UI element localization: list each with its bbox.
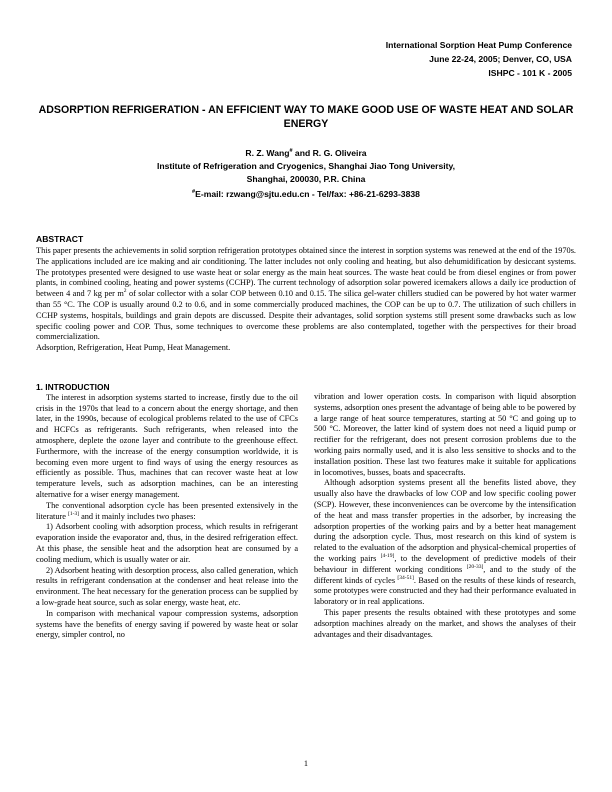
author-names bbox=[36, 147, 576, 160]
conference-date-location: June 22-24, 2005; Denver, CO, USA bbox=[429, 54, 572, 64]
corresponding-mark: # bbox=[289, 148, 293, 155]
intro-paragraph-7-text-d: . Based on the results of these kinds of research, some prototypes were constructed and they had their performance evaluated in laboratory or in real applications. bbox=[314, 575, 576, 607]
left-column bbox=[36, 382, 298, 641]
intro-paragraph-4 bbox=[36, 566, 298, 609]
intro-paragraph-2 bbox=[36, 501, 298, 523]
conference-paper-id: ISHPC - 101 K - 2005 bbox=[488, 68, 572, 78]
section-heading-introduction: 1. INTRODUCTION bbox=[36, 382, 110, 392]
abstract-text-part-1: This paper presents the achievements in solid sorption refrigeration prototypes obtained since the interest in sorption systems was renewed at the end of the 1970s. The applications included are ice making and air conditioning. The latter includes not only cooling and heating, but also dehumidification by desiccant systems. The prototypes presented were designed to use waste heat or solar energy as the main heat sources. The waste heat could be from diesel engines or from power plants, in combined cooling, heating and power systems (CCHP). The current technology of adsorption solar powered icemakers allows a daily ice production of between 4 and 7 kg per m bbox=[36, 246, 576, 299]
intro-paragraph-7 bbox=[314, 478, 576, 608]
citation-ref: [20-33] bbox=[466, 563, 484, 570]
intro-paragraph-7-text-c: , and to the study of the different kinds of cycles bbox=[314, 564, 576, 585]
abstract-body bbox=[36, 246, 576, 354]
author-block bbox=[36, 147, 576, 201]
conference-name: International Sorption Heat Pump Conference bbox=[385, 40, 572, 50]
citation-ref: [1-3] bbox=[68, 510, 80, 517]
abstract-superscript: 2 bbox=[123, 288, 127, 295]
intro-paragraph-7-text-b: , to the development of predictive models of their behaviour in different working conditions bbox=[314, 553, 576, 574]
intro-paragraph-2-tail: and it mainly includes two phases: bbox=[79, 511, 196, 521]
right-column bbox=[314, 392, 576, 640]
intro-paragraph-5: In comparison with mechanical vapour compression systems, adsorption systems have the benefits of energy saving if powered by waste heat or solar energy, simpler control, no bbox=[36, 608, 298, 640]
contact-email: E-mail: rzwang@sjtu.edu.cn - Tel/fax: +86-21-6293-3838 bbox=[195, 189, 420, 199]
author-1: R. Z. Wang bbox=[245, 148, 290, 158]
intro-paragraph-7-text-a: Although adsorption systems present all the benefits listed above, they usually also have the drawbacks of low COP and low specific cooling power (SCP). However, these inconveniences can be overcome by the intensification of the heat and mass transfer properties in the adsorber, by increasing the adsorption properties of the working pairs and by a better heat management during the adsorption cycle. Thus, most research on this kind of system is related to the evaluation of the adsorption and physical-chemical properties of the working pairs bbox=[314, 478, 576, 563]
abstract-heading: ABSTRACT bbox=[36, 234, 84, 244]
intro-etc: etc bbox=[228, 597, 239, 607]
affiliation-line-2: Shanghai, 200030, P.R. China bbox=[246, 174, 366, 184]
conference-header bbox=[252, 38, 572, 80]
abstract-keywords: Adsorption, Refrigeration, Heat Pump, Heat Management. bbox=[36, 343, 231, 353]
intro-paragraph-4-tail: . bbox=[238, 597, 241, 607]
intro-paragraph-3: 1) Adsorbent cooling with adsorption process, which results in refrigerant evaporation inside the evaporator and, thus, in the desired refrigeration effect. At this phase, the sensible heat and the adsorption heat are consumed by a cooling medium, which is usually water or air. bbox=[36, 522, 298, 564]
intro-paragraph-1: The interest in adsorption systems started to increase, firstly due to the oil crisis in the 1970s that lead to a concern about the energy shortage, and then later, in the 1990s, because of ecological problems related to the use of CFCs and HCFCs as refrigerants. Such refrigerants, when released into the atmosphere, deplete the ozone layer and contribute to the greenhouse effect. Furthermore, with the increase of the energy consumption worldwide, it is becoming even more urgent to find ways of using the energy resources as efficiently as possible. Thus, machines that can recover waste heat at low temperature levels, such as adsorption machines, can be an interesting alternative for a wiser energy management. bbox=[36, 392, 298, 499]
author-2: and R. G. Oliveira bbox=[292, 148, 367, 158]
abstract-text bbox=[36, 246, 576, 343]
citation-ref: [34-51] bbox=[397, 574, 414, 581]
intro-paragraph-4-text: 2) Adsorbent heating with desorption process, also called generation, which results in refrigerant condensation at the condenser and heat release into the environment. The heat necessary for the generation process can be supplied by a low-grade heat source, such as solar energy, waste heat, bbox=[36, 565, 298, 607]
page-number: 1 bbox=[303, 759, 309, 768]
intro-paragraph-6: vibration and lower operation costs. In comparison with liquid absorption systems, adsorption ones present the advantage of being able to be powered by a large range of heat source temperatures, starting at 50 °C and going up to 500 °C. Moreover, the latter kind of system does not need a liquid pump or rectifier for the refrigerant, does not present corrosion problems due to the working pairs normally used, and it is also less sensitive to shocks and to the installation position. These last two features make it suitable for applications in locomotives, busses, boats and spacecrafts. bbox=[314, 392, 576, 477]
citation-ref: [4-19] bbox=[380, 553, 395, 560]
abstract-text-part-2: of solar collector with a solar COP between 0.10 and 0.15. The silica gel-water chillers studied can be powered by hot water warmer than 55 °C. The COP is usually around 0.2 to 0.6, and in some commercially produced machines, the COP can be up to 0.7. The utilization of such chillers in CCHP systems, hospitals, buildings and grain depots are discussed. Despite their advantages, solid sorption systems still present some drawbacks such as low specific cooling power and COP. Thus, some techniques to overcome these problems are also contemplated, together with the perspectives for their broad commercialization. bbox=[36, 289, 576, 342]
paper-title: ADSORPTION REFRIGERATION - AN EFFICIENT WAY TO MAKE GOOD USE OF WASTE HEAT AND SOLAR ENERGY bbox=[38, 104, 574, 130]
affiliation-line-1: Institute of Refrigeration and Cryogenics, Shanghai Jiao Tong University, bbox=[156, 161, 456, 171]
email-mark: # bbox=[192, 189, 196, 196]
intro-paragraph-2-text: The conventional adsorption cycle has been presented extensively in the literature bbox=[36, 500, 298, 521]
intro-paragraph-8: This paper presents the results obtained with these prototypes and some adsorption machines already on the market, and shows the analyses of their advantages and their disadvantages. bbox=[314, 607, 576, 639]
contact-line bbox=[36, 188, 576, 201]
